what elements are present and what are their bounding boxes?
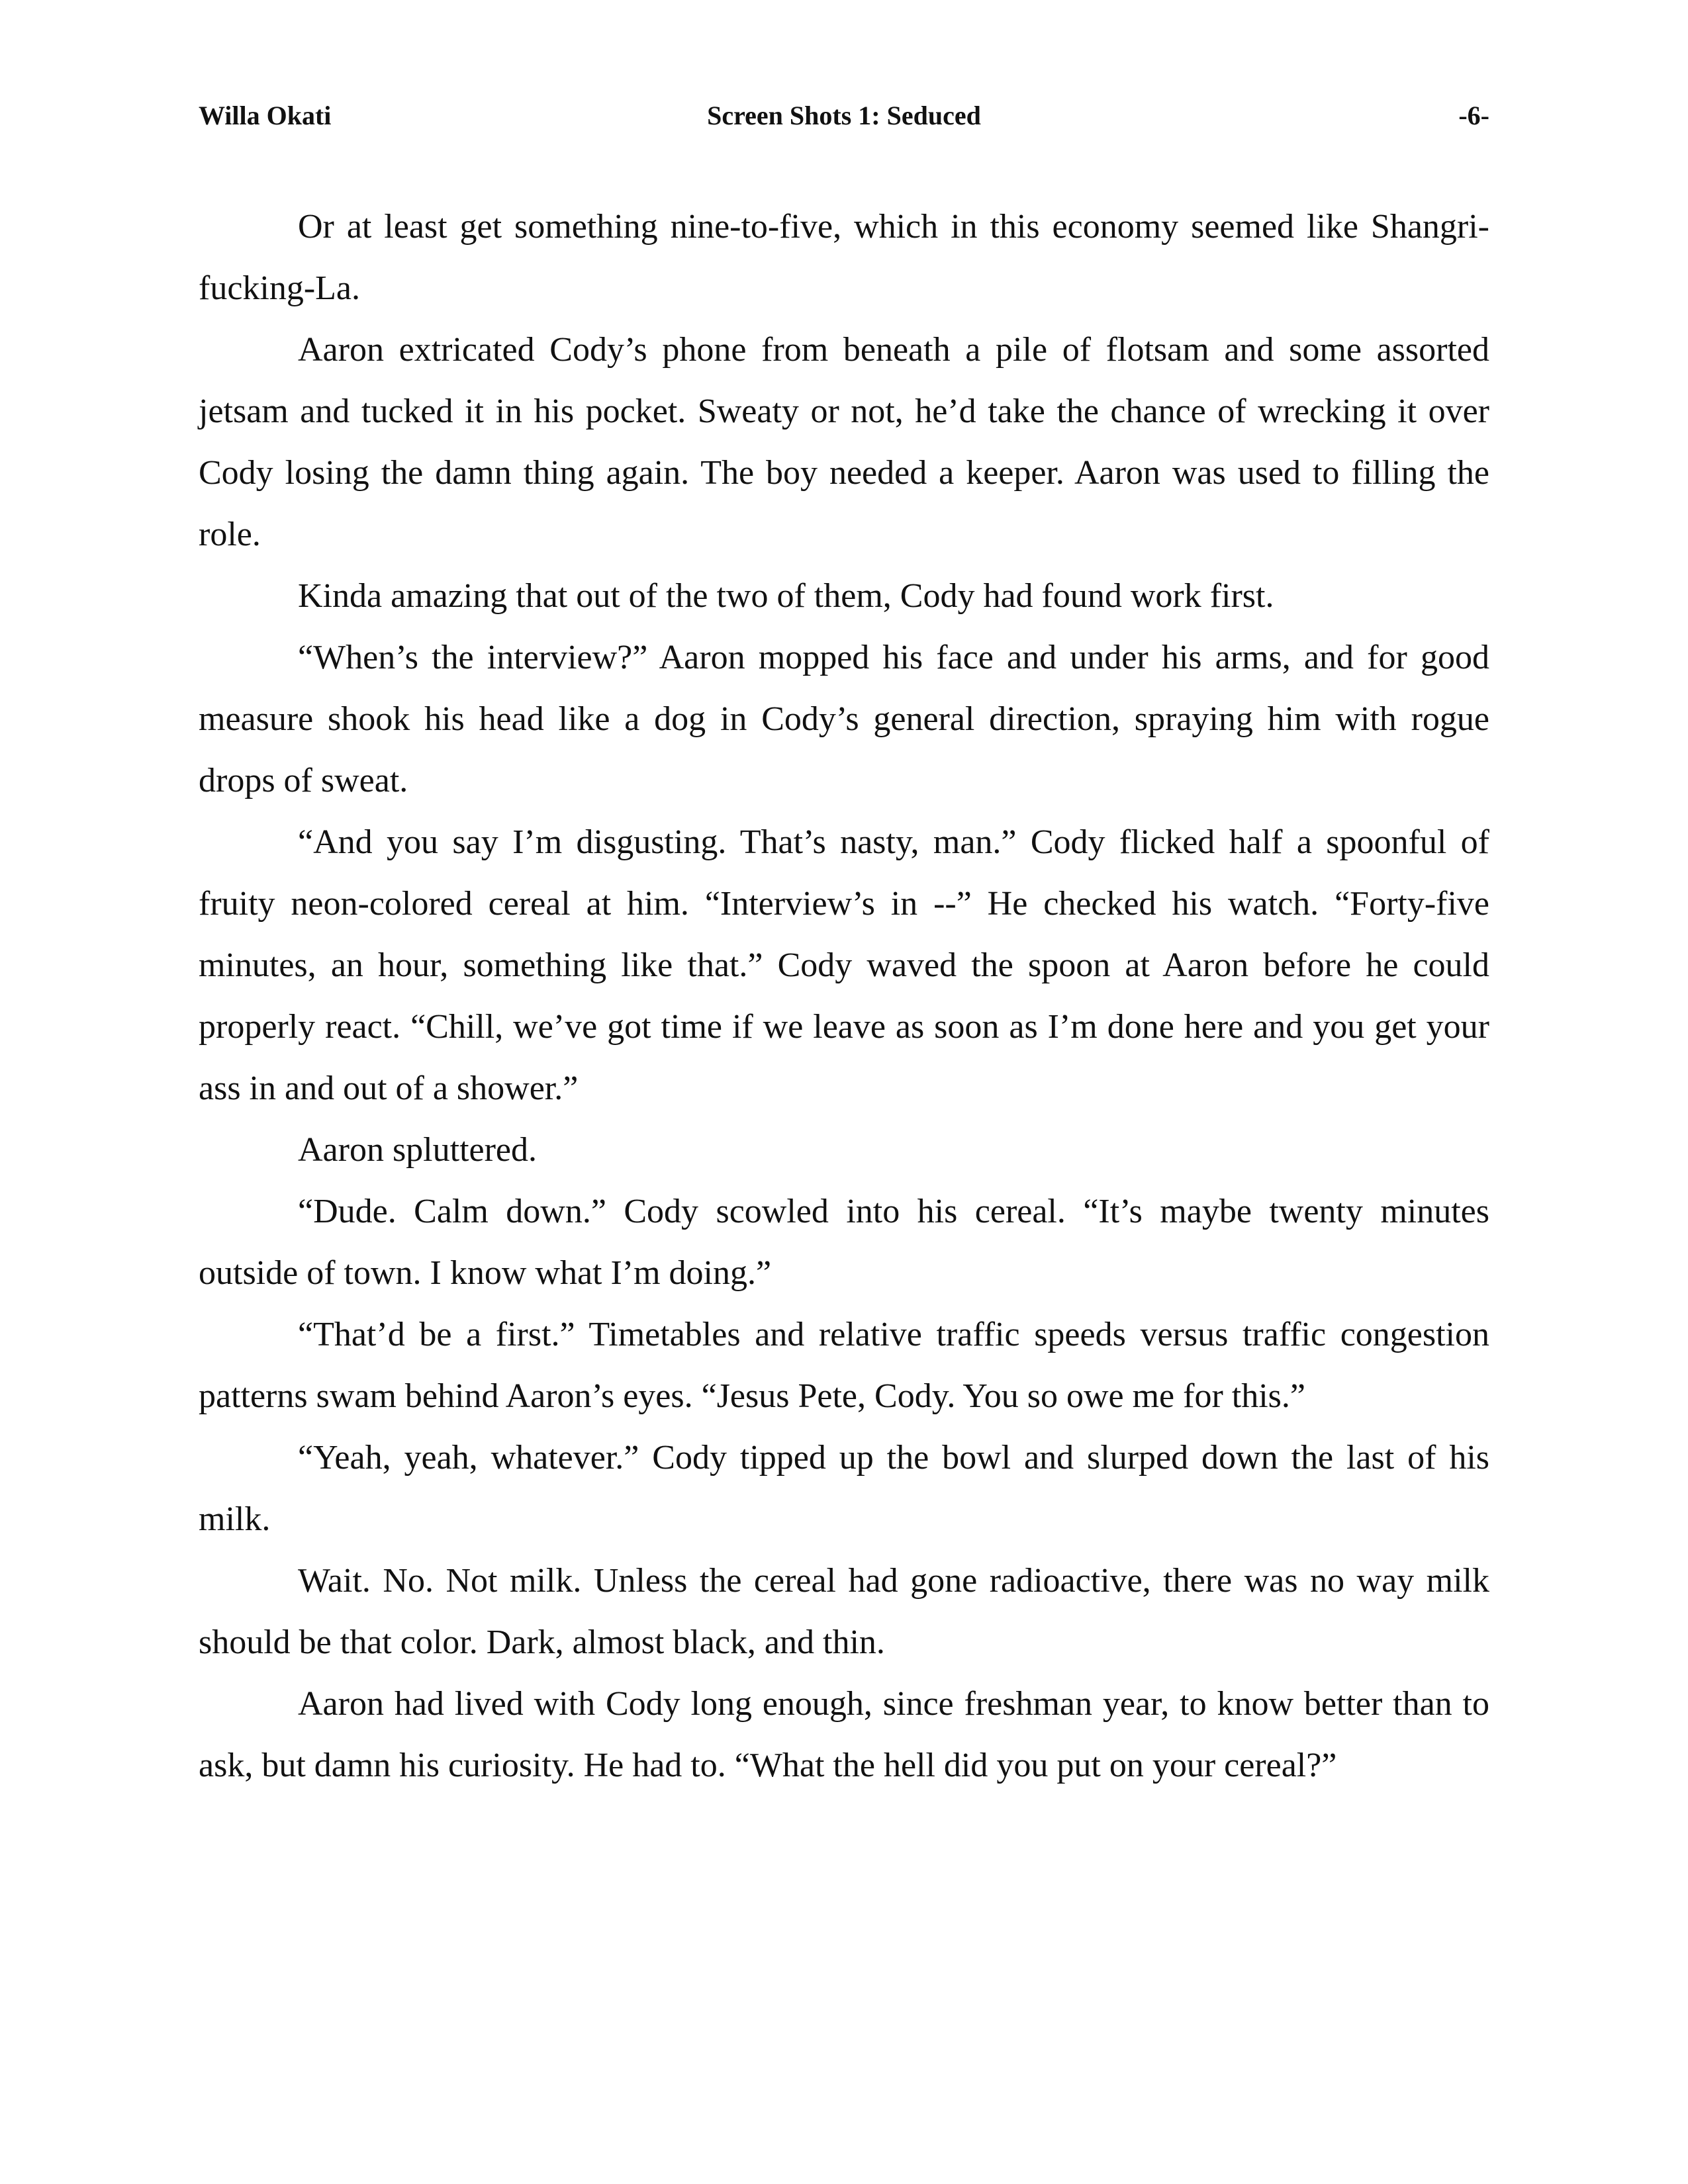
paragraph: “And you say I’m disgusting. That’s nasty, man.” Cody flicked half a spoonful of fruity neon-colored cereal at him. “Interview’s in --” He checked his watch. “Forty-five minutes, an hour, something like that.” Cody waved the spoon at Aaron before he could properly react. “Chill, we’ve got time if we leave as soon as I’m done here and you get your ass in and out of a shower.” [199, 823, 1489, 1107]
paragraph: “That’d be a first.” Timetables and relative traffic speeds versus traffic congestion patterns swam behind Aaron’s eyes. “Jesus Pete, Cody. You so owe me for this.” [199, 1316, 1489, 1415]
paragraph: “Yeah, yeah, whatever.” Cody tipped up the bowl and slurped down the last of his milk. [199, 1439, 1489, 1538]
paragraph: Aaron extricated Cody’s phone from beneath a pile of flotsam and some assorted jetsam and tucked it in his pocket. Sweaty or not, he’d take the chance of wrecking it over Cody losing the damn thing again. The boy needed a keeper. Aaron was used to filling the role. [199, 331, 1489, 553]
running-header [199, 99, 1489, 132]
paragraph: Aaron spluttered. [298, 1131, 538, 1169]
paragraph: Aaron had lived with Cody long enough, since freshman year, to know better than to ask, but damn his curiosity. He had to. “What the hell did you put on your cereal?” [199, 1685, 1489, 1784]
paragraph: Wait. No. Not milk. Unless the cereal had gone radioactive, there was no way milk should be that color. Dark, almost black, and thin. [199, 1562, 1489, 1661]
paragraph: Kinda amazing that out of the two of them, Cody had found work first. [298, 577, 1274, 615]
paragraph: Or at least get something nine-to-five, which in this economy seemed like Shangri-fucking-La. [199, 208, 1489, 307]
header-page-number: -6- [1458, 101, 1489, 130]
header-title: Screen Shots 1: Seduced [707, 101, 981, 130]
page-body [199, 196, 1489, 1796]
paragraph: “Dude. Calm down.” Cody scowled into his cereal. “It’s maybe twenty minutes outside of town. I know what I’m doing.” [199, 1193, 1489, 1292]
paragraph: “When’s the interview?” Aaron mopped his face and under his arms, and for good measure shook his head like a dog in Cody’s general direction, spraying him with rogue drops of sweat. [199, 639, 1489, 799]
header-author: Willa Okati [199, 101, 332, 130]
